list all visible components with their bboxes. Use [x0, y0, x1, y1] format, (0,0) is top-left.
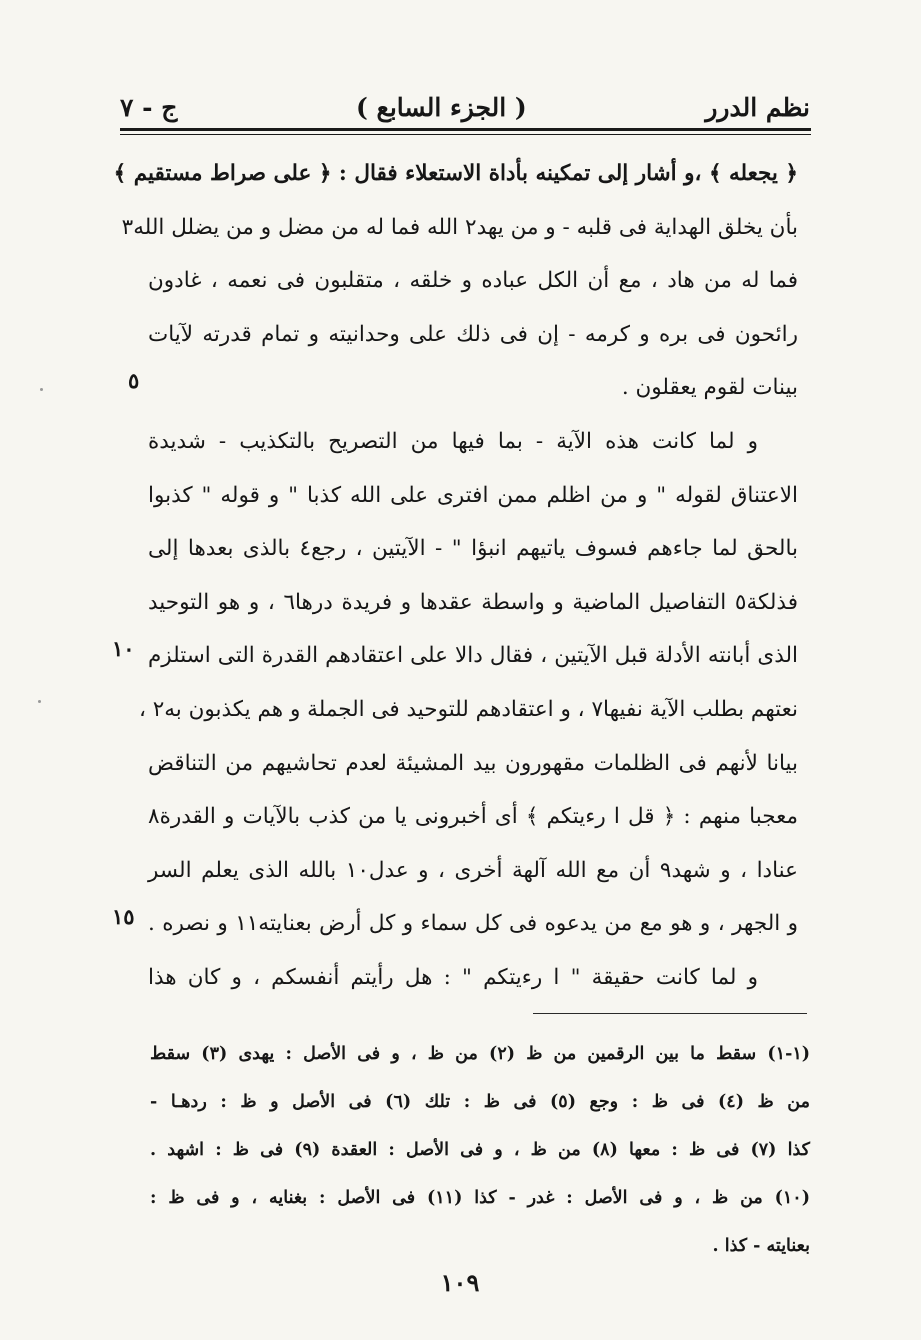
text-line: الذى أبانته الأدلة قبل الآيتين ، فقال دالا على اعتقادهم القدرة التى استلزم: [148, 643, 798, 669]
text-line: معجبا منهم : ﴿ قل ا رءيتكم ﴾ أى أخبرونى يا من كذب بالآيات و القدرة٨: [148, 804, 798, 830]
running-header: [120, 84, 810, 130]
footnote-line: من ظ (٤) فى ظ : وجع (٥) فى ظ : تلك (٦) فى الأصل و ظ : ردهـا -: [150, 1092, 811, 1112]
text-line: الاعتناق لقوله " و من اظلم ممن افترى على الله كذبا " و قوله " كذبوا: [148, 482, 798, 508]
text-line: بيانا لأنهم فى الظلمات مقهورون بيد المشيئة لعدم تحاشيهم من التناقض: [148, 750, 798, 776]
footnote-line: بعنايته - كذا .: [712, 1236, 810, 1256]
header-book-title: نظم الدرر: [705, 92, 810, 122]
footnote-line: (١-١) سقط ما بين الرقمين من ظ (٢) من ظ ، و فى الأصل : يهدى (٣) سقط: [150, 1044, 811, 1064]
text-line: بالحق لما جاءهم فسوف ياتيهم انبؤا " - الآيتين ، رجع٤ بالذى بعدها إلى: [148, 536, 798, 562]
text-line: فذلكة٥ التفاصيل الماضية و واسطة عقدها و فريدة درها٦ ، و هو التوحيد: [148, 589, 798, 615]
text-line: رائحون فى بره و كرمه - إن فى ذلك على وحدانيته و تمام قدرته لآيات: [148, 321, 798, 347]
line-number-10: ١٠: [112, 636, 135, 661]
text-line: و لما كانت حقيقة " ا رءيتكم " : هل رأيتم أنفسكم ، و كان هذا: [148, 964, 758, 990]
footnote-line: (١٠) من ظ ، و فى الأصل : غدر - كذا (١١) فى الأصل : بغنايه ، و فى ظ :: [150, 1188, 810, 1208]
text-line: بأن يخلق الهداية فى قلبه - و من يهد٢ الله فما له من مضل و من يضلل الله٣: [121, 214, 798, 240]
text-line: بينات لقوم يعقلون .: [621, 375, 798, 401]
text-line: نعتهم بطلب الآية نفيها٧ ، و اعتقادهم للتوحيد فى الجملة و هم يكذبون به٢ ،: [138, 696, 798, 722]
header-volume-label: ج - ٧: [120, 92, 178, 122]
text-line: و الجهر ، و هو مع من يدعوه فى كل سماء و كل أرض بعنايته١١ و نصره .: [148, 911, 799, 937]
footnote-rule: [533, 1013, 807, 1014]
paper-speck: [40, 388, 43, 391]
footnotes: [150, 1030, 810, 1270]
text-line: فما له من هاد ، مع أن الكل عباده و خلقه ، متقلبون فى نعمه ، غادون: [148, 268, 798, 294]
text-line: و لما كانت هذه الآية - بما فيها من التصريح بالتكذيب - شديدة: [148, 428, 758, 454]
header-part-label: ( الجزء السابع ): [355, 92, 527, 122]
header-rule-thin: [120, 134, 811, 135]
text-line: ﴿ يجعله ﴾ ،و أشار إلى تمكينه بأداة الاستعلاء فقال : ﴿ على صراط مستقيم ﴾: [113, 161, 798, 186]
text-line: عنادا ، و شهد٩ أن مع الله آلهة أخرى ، و عدل١٠ بالله الذى يعلم السر: [148, 857, 798, 883]
line-number-5: ٥: [128, 368, 140, 393]
header-rule-thick: [120, 128, 811, 131]
page-number: ١٠٩: [440, 1268, 480, 1297]
footnote-line: كذا (٧) فى ظ : معها (٨) من ظ ، و فى الأصل : العقدة (٩) فى ظ : اشهد .: [150, 1140, 810, 1160]
paper-speck: [38, 700, 41, 703]
line-number-15: ١٥: [112, 904, 135, 929]
